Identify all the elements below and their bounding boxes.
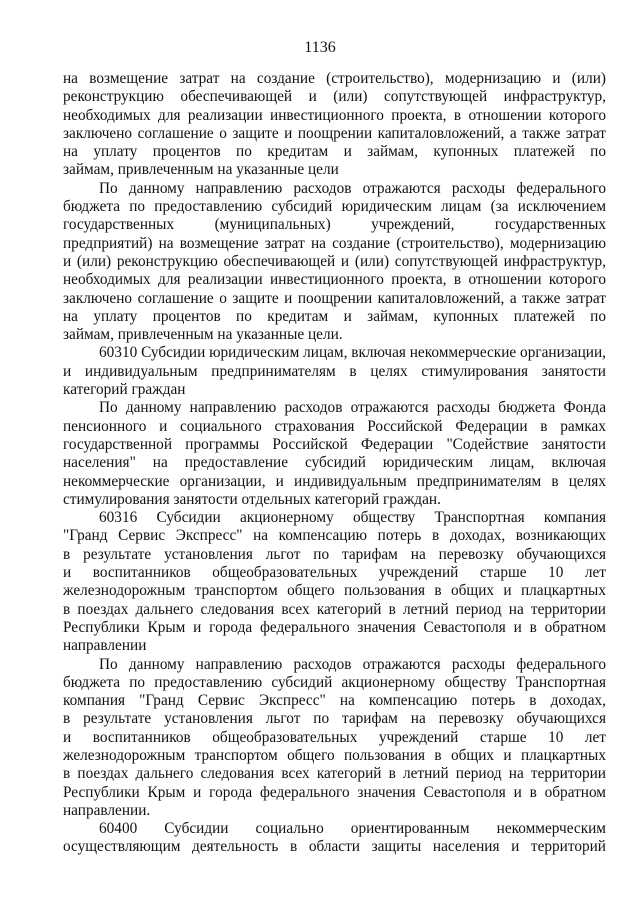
text-line: в поездах дальнего следования всех категорий в летний период на территории: [63, 765, 606, 783]
text-line: реконструкцию обеспечивающей и (или) сопутствующей инфраструктур,: [63, 88, 606, 106]
text-line: заключено соглашение о защите и поощрении капиталовложений, а также затрат: [63, 289, 606, 307]
text-line: Республики Крым и города федерального значения Севастополя и в обратном: [63, 783, 606, 801]
text-line: направлении: [63, 637, 147, 655]
text-line: необходимых для реализации инвестиционного проекта, в отношении которого: [63, 106, 606, 124]
text-line: По данному направлению расходов отражаются расходы федерального: [99, 655, 606, 673]
text-line: железнодорожным транспортом общего пользования в общих и плацкартных: [63, 746, 606, 764]
text-line: Республики Крым и города федерального значения Севастополя и в обратном: [63, 618, 606, 636]
text-line: на уплату процентов по кредитам и займам, купонных платежей по: [63, 307, 606, 325]
text-line: некоммерческие организации, и индивидуальным предпринимателям в целях: [63, 472, 606, 490]
text-line: По данному направлению расходов отражаются расходы федерального: [99, 179, 606, 197]
text-line: и (или) реконструкцию обеспечивающей и (или) сопутствующей инфраструктур,: [63, 252, 606, 270]
text-line: на возмещение затрат на создание (строительство), модернизацию и (или): [63, 70, 606, 87]
text-line: заключено соглашение о защите и поощрении капиталовложений, а также затрат: [63, 124, 606, 142]
text-line: компания "Гранд Сервис Экспресс" на компенсацию потерь в доходах,: [63, 692, 606, 710]
text-line: бюджета по предоставлению субсидий акционерному обществу Транспортная: [63, 673, 606, 691]
text-line: населения" на предоставление субсидий юридическим лицам, включая: [63, 454, 606, 472]
text-line: и воспитанников общеобразовательных учреждений старше 10 лет: [63, 564, 606, 582]
text-line: займам, привлеченным на указанные цели.: [63, 326, 343, 344]
text-line: государственной программы Российской Федерации "Содействие занятости: [63, 435, 606, 453]
text-line: По данному направлению расходов отражаются расходы бюджета Фонда: [99, 399, 606, 417]
text-line: на уплату процентов по кредитам и займам, купонных платежей по: [63, 143, 606, 161]
text-line: "Гранд Сервис Экспресс" на компенсацию потерь в доходах, возникающих: [63, 527, 606, 545]
text-line: и воспитанников общеобразовательных учреждений старше 10 лет: [63, 728, 606, 746]
text-line: категорий граждан: [63, 381, 186, 399]
document-body-text: [63, 70, 606, 857]
text-line: бюджета по предоставлению субсидий юридическим лицам (за исключением: [63, 198, 606, 216]
text-line: стимулирования занятости отдельных категорий граждан.: [63, 490, 441, 508]
text-line: 60316 Субсидии акционерному обществу Транспортная компания: [99, 509, 606, 527]
text-line: пенсионного и социального страхования Российской Федерации в рамках: [63, 417, 606, 435]
text-line: в результате установления льгот по тарифам на перевозку обучающихся: [63, 710, 606, 728]
text-line: направлении.: [63, 801, 151, 819]
page-number: 1136: [304, 39, 336, 56]
text-line: необходимых для реализации инвестиционного проекта, в отношении которого: [63, 271, 606, 289]
text-line: 60400 Субсидии социально ориентированным некоммерческим: [99, 820, 606, 838]
text-line: осуществляющим деятельность в области защиты населения и территорий: [63, 838, 606, 856]
text-line: 60310 Субсидии юридическим лицам, включая некоммерческие организации,: [99, 344, 606, 362]
text-line: в результате установления льгот по тарифам на перевозку обучающихся: [63, 545, 606, 563]
text-line: железнодорожным транспортом общего пользования в общих и плацкартных: [63, 582, 606, 600]
text-line: и индивидуальным предпринимателям в целях стимулирования занятости: [63, 362, 606, 380]
text-line: государственных (муниципальных) учреждений, государственных: [63, 216, 606, 234]
text-line: предприятий) на возмещение затрат на создание (строительство), модернизацию: [63, 234, 606, 252]
text-line: займам, привлеченным на указанные цели: [63, 161, 339, 179]
text-line: в поездах дальнего следования всех категорий в летний период на территории: [63, 600, 606, 618]
